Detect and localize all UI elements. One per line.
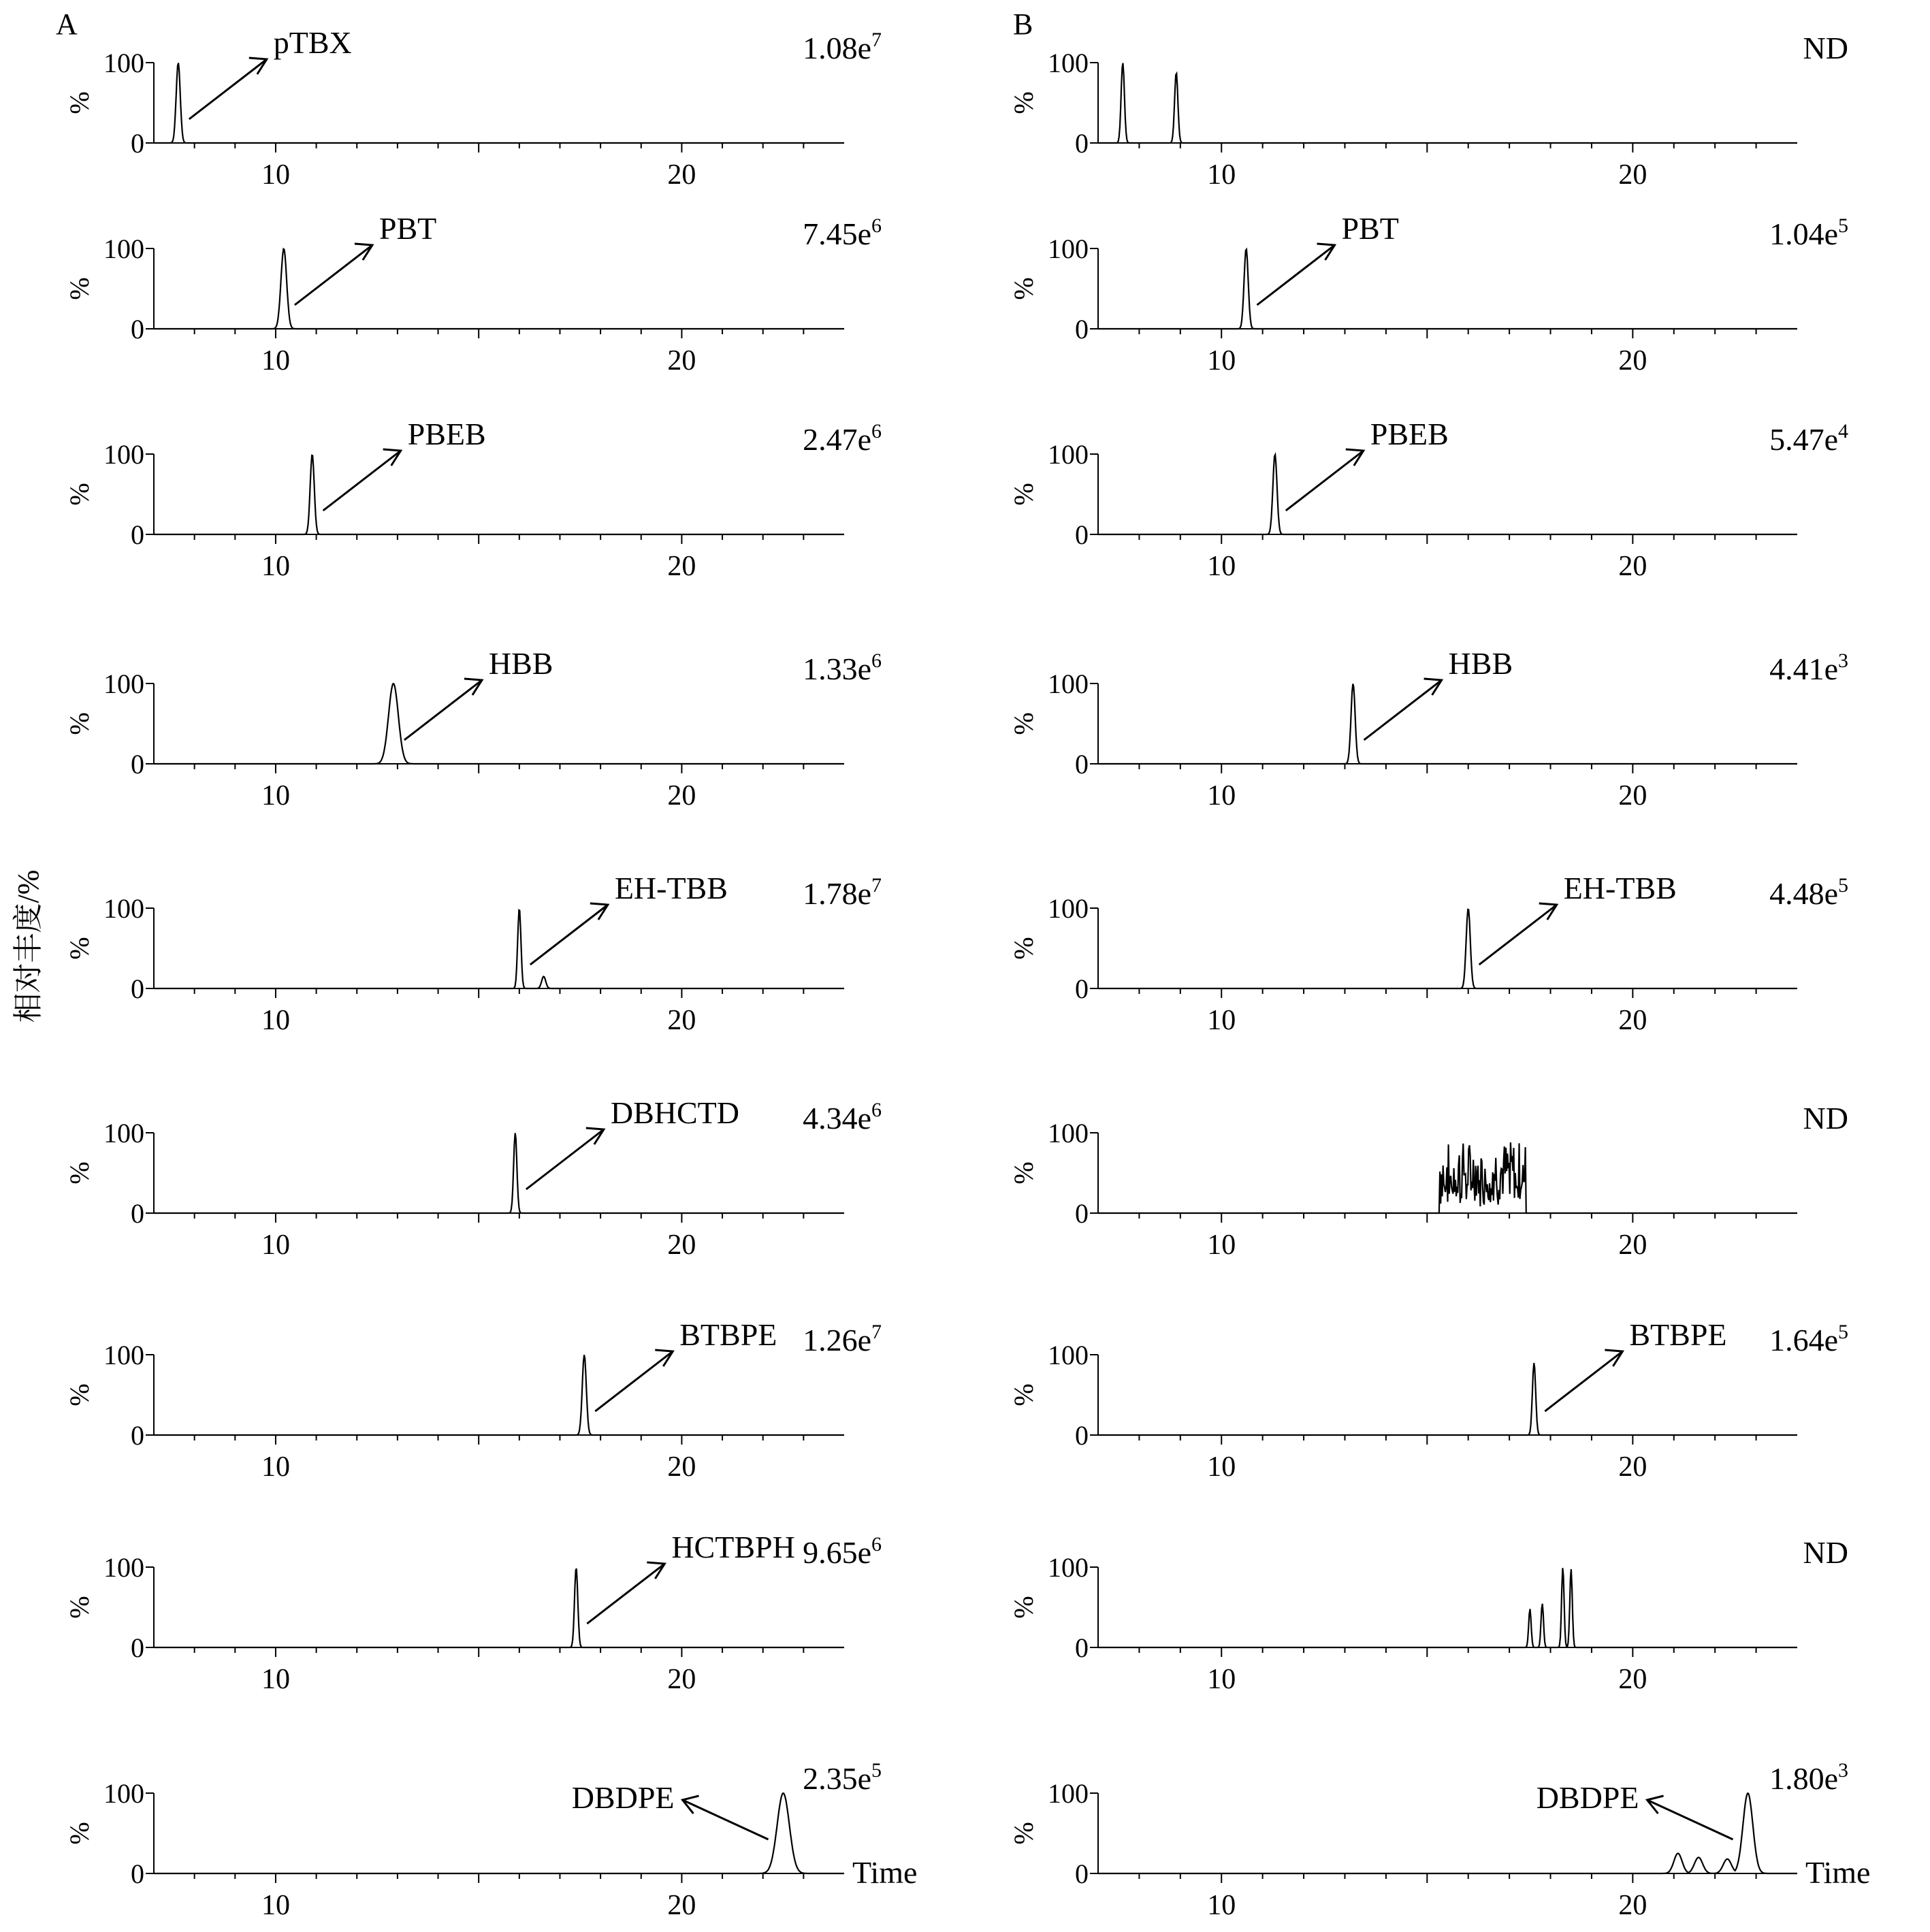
y-tick-label: 100 bbox=[103, 1552, 144, 1583]
chromatogram-trace bbox=[1098, 1568, 1797, 1647]
intensity-exponent: 5 bbox=[1838, 874, 1848, 897]
x-tick-label: 20 bbox=[1618, 345, 1647, 376]
y-unit-label: % bbox=[1008, 483, 1039, 506]
intensity-value bbox=[803, 1099, 882, 1136]
intensity-mantissa: 5.47e bbox=[1769, 422, 1838, 457]
y-tick-label: 100 bbox=[103, 1340, 144, 1370]
y-tick-label: 0 bbox=[1075, 1858, 1089, 1889]
x-tick-label: 20 bbox=[667, 345, 696, 376]
intensity-exponent: 5 bbox=[871, 1759, 882, 1782]
chromatogram-trace bbox=[154, 249, 844, 329]
chromatogram-trace bbox=[154, 63, 844, 144]
y-unit-label: % bbox=[64, 1596, 95, 1619]
chromatogram-row bbox=[64, 871, 882, 1036]
intensity-mantissa: ND bbox=[1803, 31, 1848, 65]
chromatogram-trace bbox=[1098, 1363, 1797, 1435]
chromatogram-trace bbox=[1098, 63, 1797, 143]
intensity-exponent: 3 bbox=[1838, 649, 1848, 672]
y-tick-label: 100 bbox=[103, 1778, 144, 1809]
intensity-mantissa: 1.80e bbox=[1769, 1761, 1838, 1796]
chromatogram-trace bbox=[1098, 249, 1797, 329]
compound-label: pTBX bbox=[273, 25, 352, 60]
x-tick-label: 10 bbox=[1207, 551, 1236, 582]
compound-label: DBDPE bbox=[1536, 1780, 1639, 1815]
compound-label: EH-TBB bbox=[614, 871, 728, 905]
x-tick-label: 10 bbox=[261, 1005, 290, 1036]
y-tick-label: 100 bbox=[1048, 234, 1089, 264]
y-unit-label: % bbox=[1008, 1596, 1039, 1619]
y-tick-label: 100 bbox=[1048, 893, 1089, 924]
intensity-value bbox=[1769, 1321, 1848, 1357]
y-tick-label: 100 bbox=[103, 893, 144, 924]
x-tick-label: 20 bbox=[667, 780, 696, 811]
intensity-mantissa: 1.04e bbox=[1769, 216, 1838, 251]
intensity-value bbox=[803, 29, 882, 65]
y-tick-label: 0 bbox=[131, 519, 144, 550]
compound-label: DBHCTD bbox=[610, 1095, 739, 1130]
intensity-mantissa: ND bbox=[1803, 1101, 1848, 1136]
chromatogram-row bbox=[1008, 211, 1848, 376]
x-tick-label: 10 bbox=[261, 159, 290, 191]
y-unit-label: % bbox=[64, 1161, 95, 1185]
annotation-arrow bbox=[587, 1564, 664, 1624]
y-tick-label: 0 bbox=[131, 749, 144, 779]
y-tick-label: 0 bbox=[1075, 1198, 1089, 1229]
intensity-value bbox=[1769, 420, 1848, 457]
intensity-mantissa: 1.33e bbox=[803, 651, 871, 686]
chromatogram-row bbox=[1008, 1101, 1848, 1261]
annotation-arrow bbox=[1479, 905, 1557, 965]
intensity-value bbox=[803, 649, 882, 686]
x-tick-label: 20 bbox=[667, 1664, 696, 1695]
annotation-arrow bbox=[404, 680, 482, 740]
chromatogram-row bbox=[64, 211, 882, 376]
x-tick-label: 10 bbox=[261, 1890, 290, 1921]
intensity-value bbox=[803, 214, 882, 251]
y-tick-label: 0 bbox=[1075, 128, 1089, 159]
chromatogram-row bbox=[1008, 417, 1848, 582]
chromatogram-row bbox=[1008, 1535, 1848, 1695]
panel-label: A bbox=[56, 7, 78, 41]
x-tick-label: 20 bbox=[667, 1451, 696, 1483]
chromatogram-row bbox=[64, 1530, 882, 1695]
chromatogram-row bbox=[64, 646, 882, 811]
chromatogram-trace bbox=[154, 1568, 844, 1647]
annotation-arrow bbox=[323, 451, 401, 511]
y-tick-label: 100 bbox=[1048, 1778, 1089, 1809]
y-tick-label: 100 bbox=[103, 48, 144, 78]
x-tick-label: 10 bbox=[1207, 345, 1236, 376]
annotation-arrow bbox=[295, 245, 372, 305]
x-tick-label: 20 bbox=[1618, 1664, 1647, 1695]
y-unit-label: % bbox=[1008, 712, 1039, 735]
intensity-mantissa: 9.65e bbox=[803, 1535, 871, 1570]
y-unit-label: % bbox=[1008, 937, 1039, 960]
annotation-arrow bbox=[1257, 245, 1334, 305]
y-tick-label: 100 bbox=[1048, 48, 1089, 78]
chromatogram-row bbox=[64, 1759, 917, 1921]
x-tick-label: 10 bbox=[261, 345, 290, 376]
x-tick-label: 10 bbox=[1207, 1664, 1236, 1695]
y-tick-label: 0 bbox=[1075, 749, 1089, 779]
y-tick-label: 0 bbox=[131, 1632, 144, 1663]
intensity-exponent: 6 bbox=[871, 420, 882, 442]
chromatogram-row bbox=[64, 25, 882, 191]
y-unit-label: % bbox=[64, 712, 95, 735]
y-tick-label: 0 bbox=[131, 314, 144, 344]
chromatogram-row bbox=[1008, 646, 1848, 811]
compound-label: HBB bbox=[488, 646, 553, 681]
x-tick-label: 20 bbox=[1618, 551, 1647, 582]
intensity-exponent: 3 bbox=[1838, 1759, 1848, 1782]
chromatogram-row bbox=[64, 417, 882, 582]
y-tick-label: 100 bbox=[103, 1118, 144, 1148]
chromatogram-panels bbox=[56, 7, 1870, 1921]
x-tick-label: 10 bbox=[1207, 159, 1236, 191]
x-tick-label: 20 bbox=[667, 1005, 696, 1036]
chromatogram-trace bbox=[154, 910, 844, 988]
annotation-arrow bbox=[683, 1800, 769, 1839]
x-tick-label: 10 bbox=[1207, 780, 1236, 811]
chromatogram-row bbox=[1008, 31, 1848, 191]
chromatogram-trace bbox=[154, 455, 844, 534]
x-axis-label: Time bbox=[1805, 1855, 1871, 1890]
annotation-arrow bbox=[1286, 451, 1364, 511]
intensity-mantissa: ND bbox=[1803, 1535, 1848, 1570]
compound-label: PBEB bbox=[407, 417, 486, 451]
x-tick-label: 10 bbox=[1207, 1890, 1236, 1921]
x-tick-label: 20 bbox=[1618, 780, 1647, 811]
x-tick-label: 10 bbox=[261, 551, 290, 582]
y-tick-label: 100 bbox=[1048, 1552, 1089, 1583]
intensity-exponent: 7 bbox=[871, 29, 882, 51]
intensity-exponent: 5 bbox=[1838, 1321, 1848, 1343]
y-unit-label: % bbox=[1008, 277, 1039, 300]
y-unit-label: % bbox=[1008, 1822, 1039, 1845]
y-unit-label: % bbox=[64, 277, 95, 300]
compound-label: PBT bbox=[1341, 211, 1399, 246]
y-tick-label: 100 bbox=[103, 669, 144, 699]
compound-label: BTBPE bbox=[679, 1317, 777, 1352]
intensity-value bbox=[803, 874, 882, 911]
annotation-arrow bbox=[1545, 1351, 1622, 1411]
x-tick-label: 20 bbox=[1618, 159, 1647, 191]
chromatogram-row bbox=[64, 1095, 882, 1261]
panel-b bbox=[1008, 7, 1870, 1921]
intensity-mantissa: 2.47e bbox=[803, 422, 871, 457]
intensity-value bbox=[1769, 1759, 1848, 1796]
x-tick-label: 20 bbox=[1618, 1451, 1647, 1483]
y-tick-label: 100 bbox=[1048, 439, 1089, 470]
y-tick-label: 0 bbox=[131, 973, 144, 1004]
y-tick-label: 0 bbox=[131, 1858, 144, 1889]
intensity-exponent: 7 bbox=[871, 874, 882, 897]
chromatogram-trace bbox=[154, 1133, 844, 1213]
intensity-value bbox=[803, 1759, 882, 1796]
y-tick-label: 0 bbox=[131, 128, 144, 159]
intensity-value bbox=[803, 420, 882, 457]
y-axis-label: 相对丰度/% bbox=[12, 869, 45, 1023]
x-tick-label: 10 bbox=[261, 1229, 290, 1261]
chromatogram-trace bbox=[1098, 455, 1797, 534]
chromatogram-row bbox=[1008, 1759, 1870, 1921]
chromatogram-row bbox=[64, 1317, 882, 1483]
x-tick-label: 20 bbox=[667, 1890, 696, 1921]
annotation-arrow bbox=[526, 1129, 604, 1189]
y-tick-label: 100 bbox=[103, 439, 144, 470]
y-tick-label: 100 bbox=[103, 234, 144, 264]
annotation-arrow bbox=[595, 1351, 673, 1411]
chromatogram-row bbox=[1008, 871, 1848, 1036]
intensity-exponent: 6 bbox=[871, 649, 882, 672]
compound-label: PBEB bbox=[1370, 417, 1449, 451]
y-tick-label: 0 bbox=[1075, 1420, 1089, 1451]
intensity-value bbox=[803, 1533, 882, 1570]
y-tick-label: 0 bbox=[1075, 519, 1089, 550]
y-tick-label: 0 bbox=[131, 1198, 144, 1229]
y-unit-label: % bbox=[1008, 91, 1039, 114]
intensity-value bbox=[1769, 649, 1848, 686]
x-tick-label: 10 bbox=[261, 1451, 290, 1483]
y-unit-label: % bbox=[1008, 1161, 1039, 1185]
x-tick-label: 10 bbox=[1207, 1005, 1236, 1036]
compound-label: EH-TBB bbox=[1563, 871, 1677, 905]
intensity-value bbox=[1803, 31, 1848, 65]
intensity-value bbox=[803, 1321, 882, 1357]
annotation-arrow bbox=[1364, 680, 1442, 740]
intensity-mantissa: 1.78e bbox=[803, 876, 871, 911]
compound-label: PBT bbox=[379, 211, 437, 246]
intensity-value bbox=[1769, 874, 1848, 911]
chromatogram-trace bbox=[154, 683, 844, 764]
intensity-value bbox=[1769, 214, 1848, 251]
compound-label: HCTBPH bbox=[671, 1530, 795, 1564]
y-tick-label: 0 bbox=[1075, 314, 1089, 344]
intensity-exponent: 5 bbox=[1838, 214, 1848, 237]
intensity-mantissa: 4.48e bbox=[1769, 876, 1838, 911]
x-tick-label: 10 bbox=[261, 780, 290, 811]
intensity-mantissa: 7.45e bbox=[803, 216, 871, 251]
y-unit-label: % bbox=[64, 483, 95, 506]
y-tick-label: 0 bbox=[1075, 1632, 1089, 1663]
annotation-arrow bbox=[189, 59, 267, 119]
chromatogram-trace bbox=[1098, 909, 1797, 988]
intensity-mantissa: 4.41e bbox=[1769, 651, 1838, 686]
x-tick-label: 20 bbox=[667, 1229, 696, 1261]
x-tick-label: 10 bbox=[261, 1664, 290, 1695]
x-tick-label: 20 bbox=[1618, 1229, 1647, 1261]
chromatogram-trace bbox=[1098, 1793, 1797, 1873]
intensity-mantissa: 4.34e bbox=[803, 1101, 871, 1136]
compound-label: HBB bbox=[1448, 646, 1513, 681]
intensity-mantissa: 1.08e bbox=[803, 31, 871, 65]
intensity-exponent: 7 bbox=[871, 1321, 882, 1343]
x-tick-label: 20 bbox=[667, 159, 696, 191]
chromatogram-trace bbox=[154, 1793, 844, 1873]
panel-label: B bbox=[1013, 7, 1033, 41]
compound-label: BTBPE bbox=[1629, 1317, 1727, 1352]
x-axis-label: Time bbox=[852, 1855, 918, 1890]
y-unit-label: % bbox=[64, 937, 95, 960]
intensity-mantissa: 2.35e bbox=[803, 1761, 871, 1796]
annotation-arrow bbox=[530, 905, 608, 965]
compound-label: DBDPE bbox=[571, 1780, 675, 1815]
intensity-exponent: 4 bbox=[1838, 420, 1848, 442]
y-unit-label: % bbox=[1008, 1383, 1039, 1406]
y-tick-label: 100 bbox=[1048, 1118, 1089, 1148]
intensity-exponent: 6 bbox=[871, 1533, 882, 1556]
y-tick-label: 100 bbox=[1048, 1340, 1089, 1370]
x-tick-label: 10 bbox=[1207, 1229, 1236, 1261]
y-tick-label: 0 bbox=[131, 1420, 144, 1451]
intensity-mantissa: 1.64e bbox=[1769, 1323, 1838, 1357]
y-unit-label: % bbox=[64, 1822, 95, 1845]
x-tick-label: 20 bbox=[1618, 1005, 1647, 1036]
chromatogram-row bbox=[1008, 1317, 1848, 1483]
panel-a bbox=[56, 7, 917, 1921]
intensity-exponent: 6 bbox=[871, 1099, 882, 1121]
intensity-exponent: 6 bbox=[871, 214, 882, 237]
intensity-value bbox=[1803, 1101, 1848, 1136]
chromatogram-trace bbox=[154, 1355, 844, 1435]
y-unit-label: % bbox=[64, 1383, 95, 1406]
y-unit-label: % bbox=[64, 91, 95, 114]
x-tick-label: 20 bbox=[667, 551, 696, 582]
intensity-value bbox=[1803, 1535, 1848, 1570]
annotation-arrow bbox=[1647, 1800, 1733, 1839]
chromatogram-trace bbox=[1098, 684, 1797, 764]
y-tick-label: 100 bbox=[1048, 669, 1089, 699]
chromatogram-trace bbox=[1098, 1142, 1797, 1213]
intensity-mantissa: 1.26e bbox=[803, 1323, 871, 1357]
x-tick-label: 10 bbox=[1207, 1451, 1236, 1483]
y-tick-label: 0 bbox=[1075, 973, 1089, 1004]
x-tick-label: 20 bbox=[1618, 1890, 1647, 1921]
